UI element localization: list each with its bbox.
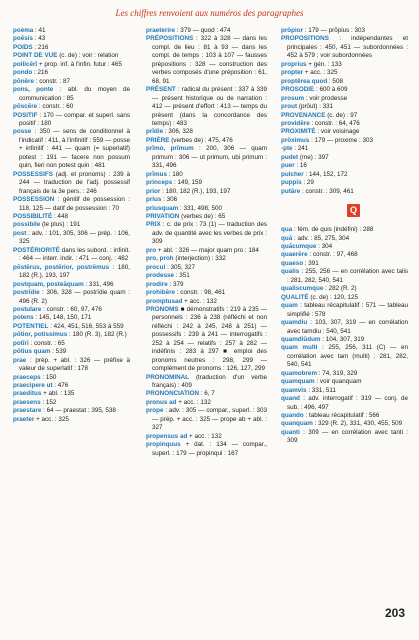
index-entry: [281, 154, 408, 162]
index-headword: quamvis: [281, 386, 307, 394]
index-headword: QUALITÉ: [281, 293, 309, 301]
index-references: : 331, 511: [308, 386, 336, 394]
index-references: : 304: [318, 242, 333, 250]
index-entry: [13, 86, 130, 103]
index-headword: quando: [281, 412, 304, 420]
index-entry: [146, 433, 267, 441]
index-entry: [281, 412, 408, 420]
index-references: + dat. : 134 — compar., superl. : 179 — propinqui : 167: [152, 441, 267, 457]
index-entry: [146, 272, 267, 280]
index-references: : 309 — en corrélation avec tanti : 309: [287, 428, 409, 445]
index-entry: [146, 213, 267, 221]
index-headword: postquam, posteăquam: [13, 280, 84, 288]
index-entry: [13, 314, 130, 322]
index-references: : 180 (R. 3), 182 (R.): [68, 331, 127, 339]
index-headword: praeter: [13, 415, 35, 423]
index-entry: [13, 390, 130, 398]
index-headword: quam: [281, 302, 298, 310]
index-entry: [13, 103, 130, 111]
index-entry: [146, 86, 267, 128]
index-references: (verbes de) : 475, 476: [171, 136, 233, 144]
index-headword: prius: [146, 196, 162, 204]
index-references: : 179 — proxime : 303: [311, 136, 374, 144]
index-entry: [13, 382, 130, 390]
index-entry: [146, 407, 267, 432]
index-entry: [13, 69, 130, 77]
index-references: : prép. + abl. : 326 — préfixe à valeur de superlatif : 178: [19, 356, 131, 373]
index-headword: qualiscumque: [281, 285, 324, 293]
index-references: : 448: [53, 212, 68, 220]
index-entry: [13, 171, 130, 196]
index-references: + prop. inf. à l'infin. futur : 465: [38, 60, 122, 68]
index-references: : 508: [328, 77, 343, 85]
index-entry: [281, 145, 408, 153]
index-references: + acc. : 325: [36, 415, 69, 423]
index-headword: prior: [146, 187, 161, 195]
index-references: : adv. interrogatif : 319 — conj. de sub. : 496, 497: [287, 395, 408, 411]
index-references: + abl. : 326 — major quam pro : 184: [157, 246, 259, 254]
index-headword: -pte: [281, 145, 293, 153]
index-headword: pōnēre: [13, 77, 34, 85]
index-headword: postrīdie: [13, 289, 40, 297]
index-headword: PRONOMINAL: [146, 373, 190, 381]
index-references: : 152: [42, 398, 57, 406]
index-references: ■ démonstratifs : 219 à 235 — personnels : 236 à 238 (réfléchi et non réfléchi : 242 à 245, 248 à 251) — possessifs : 239 à 241 — interrogatifs : 252 à 254 — relatifs : 257 à 282 — indéfinis : 283 à 297 ■ emploi des pronoms neutres : 298, 299 — complément de pronoms : 126, 127, 299: [152, 305, 267, 373]
index-headword: pons, ponte: [13, 86, 54, 94]
index-headword: princeps: [146, 179, 173, 187]
index-entry: [146, 188, 267, 196]
index-entry: [146, 196, 267, 204]
index-entry: [13, 78, 130, 86]
index-references: : 379 — quod : 474: [176, 27, 231, 34]
index-entry: [146, 306, 267, 374]
index-headword: quā: [281, 234, 293, 242]
index-entry: [281, 420, 408, 428]
index-entry: [281, 302, 408, 319]
index-headword: quaeso: [281, 259, 304, 267]
index-headword: pŏstĕrus, postĕrior, postrēmus: [13, 263, 110, 271]
index-headword: POSITIF: [13, 111, 38, 119]
index-references: : 379: [169, 280, 184, 288]
index-references: (me) : 397: [299, 153, 329, 161]
index-references: : adv. : 101, 305, 306 — prép. : 106, 325: [19, 229, 131, 246]
index-references: : 104, 307, 319: [322, 335, 365, 343]
index-entry: [13, 196, 130, 213]
index-references: + abl. : 135: [43, 390, 75, 398]
index-references: : fém. de quis (indéfini) : 288: [293, 226, 374, 234]
index-entry: [281, 35, 408, 60]
index-headword: quācumque: [281, 242, 317, 250]
index-entry: [281, 395, 408, 412]
index-references: : génitif de possession : 118, 125 — datif de possession : 70: [19, 196, 131, 212]
index-headword: qua: [281, 226, 293, 234]
section-letter-marker: Q: [347, 204, 360, 217]
index-references: (verbes de) : 65: [181, 212, 226, 220]
index-entry: [146, 281, 267, 289]
index-headword: PRIVATION: [146, 212, 180, 220]
index-entry: [281, 251, 408, 259]
index-references: : 74, 319, 329: [318, 369, 358, 377]
index-references: : adv. : 305 — compar., superl. : 303 — prép. + acc. : 325 — prope ab + abl. : 327: [152, 407, 267, 432]
index-references: + acc. : 132: [189, 432, 222, 440]
index-headword: pulcher: [281, 170, 304, 178]
index-headword: PRIÈRE: [146, 136, 170, 144]
index-references: : 41: [35, 27, 46, 34]
index-headword: pōscēre: [13, 103, 38, 111]
index-headword: POTENTIEL: [13, 322, 49, 330]
index-entry: [13, 213, 130, 221]
index-entry: [13, 407, 130, 415]
index-references: : 282 (R. 2): [325, 285, 357, 293]
index-headword: prodire: [146, 280, 168, 288]
index-references: (adj. et pronoms) : 239 à 244 — traduction de l'adj. possessif français de la 3e pers. : 246: [19, 170, 130, 195]
index-entry: [13, 112, 130, 129]
index-headword: qualis: [281, 268, 300, 276]
index-headword: proptěrea quod: [281, 77, 328, 85]
index-entry: [13, 374, 130, 382]
index-references: : abl. du moyen de communication : 85: [19, 86, 130, 102]
index-references: : 216: [33, 69, 48, 77]
index-headword: prŏximus: [281, 136, 310, 144]
index-entry: [281, 95, 408, 103]
index-headword: prŏpior: [281, 27, 304, 34]
index-entry: [281, 86, 408, 94]
index-entry: [146, 374, 267, 391]
index-entry: [13, 416, 130, 424]
index-references: : radical du présent : 337 à 339 — présent historique ou de narration : 412 — présent d'effort : 413 — temps du présent (dans la concordance des temps) : 483: [152, 86, 267, 127]
index-references: + acc. : 132: [178, 398, 211, 406]
index-references: : 322 à 328 — dans les compl. de lieu : 81 à 93 — dans les compl. de temps : 103 à 107 — fausses prépositions : 328 — construction des verbes composés d'une préposition : 61, 68, 91: [152, 35, 268, 85]
index-entry: [281, 103, 408, 111]
index-headword: post: [13, 229, 27, 237]
index-headword: praeditus: [13, 390, 42, 398]
index-references: : 539: [52, 348, 67, 356]
index-headword: PRÉSENT: [146, 86, 176, 94]
index-headword: pronus ad: [146, 398, 177, 406]
index-references: (c. de) : 120, 125: [310, 293, 358, 301]
index-references: : 424, 451, 516, 553 à 559: [50, 322, 124, 330]
index-references: (prōut) : 331: [298, 103, 334, 111]
index-headword: prohibēre: [146, 289, 176, 297]
index-references: : 150: [42, 373, 57, 381]
index-entry: [146, 441, 267, 458]
index-references: + acc. : 132: [184, 297, 217, 305]
index-entry: [146, 255, 267, 263]
index-references: : tableau récapitulatif : 566: [305, 412, 380, 420]
index-headword: quanquam: [281, 420, 313, 428]
index-headword: POSSESSIFS: [13, 170, 53, 178]
index-headword: pŏtior, potissimus: [13, 331, 68, 339]
index-references: : 180, 182 (R.), 193, 197: [19, 263, 130, 280]
index-entry: [281, 226, 408, 234]
index-references: : 391: [304, 259, 319, 267]
index-references: : 145, 148, 150, 171: [35, 314, 92, 322]
index-entry: [146, 289, 267, 297]
index-references: : 255, 256 — en corrélation avec talis : 281, 282, 540, 541: [287, 268, 408, 284]
index-entry: [281, 370, 408, 378]
index-headword: quaerēre: [281, 251, 308, 259]
index-entry: [281, 235, 408, 243]
index-references: (le plus) : 191: [42, 221, 81, 229]
index-entry: [13, 340, 130, 348]
index-column-1: [13, 27, 130, 424]
index-headword: potens: [13, 314, 34, 322]
index-references: : 331, 496: [85, 280, 114, 288]
index-references: dans les subord. : infinit. : 464 — interr. indir. : 471 — conj. : 482: [19, 246, 131, 263]
index-references: : 255, 256, 311 (C) — en corrélation avec tam (multi) : 281, 282, 540, 541: [287, 344, 408, 369]
index-entry: [281, 61, 408, 69]
index-references: : adv. : 85, 275, 304: [293, 234, 350, 242]
index-headword: propinquus: [146, 441, 181, 449]
index-references: : constr. : 64, 476: [311, 119, 360, 127]
index-references: : 16: [296, 162, 307, 170]
index-entry: [13, 230, 130, 247]
index-headword: quam multi: [281, 344, 318, 352]
index-headword: pollicērī: [13, 60, 38, 68]
index-references: : 306: [163, 196, 178, 204]
index-references: : constr. : 60: [38, 103, 74, 111]
index-entry: [146, 264, 267, 272]
index-entry: [281, 179, 408, 187]
index-references: : 144, 152, 172: [305, 170, 348, 178]
index-headword: prosum: [281, 94, 305, 102]
index-headword: POINT DE VUE: [13, 52, 58, 60]
index-headword: PRONONCIATION: [146, 390, 200, 398]
index-entry: [281, 344, 408, 369]
index-entry: [146, 390, 267, 398]
index-headword: poèma: [13, 27, 34, 34]
index-references: : 350 — sens de conditionnel à l'indicatif : 411, à l'infinitif : 559 — posse + infinitif : 441 — quam (= superlatif) potest : 191 — facere non possum quin, fieri non potest quin : 481: [19, 128, 131, 170]
index-entry: [146, 205, 267, 213]
index-entry: [281, 387, 408, 395]
page-number: 203: [384, 606, 405, 620]
index-headword: promptusad: [146, 297, 183, 305]
index-references: : constr. : 309, 461: [302, 187, 354, 195]
index-references: : 331, 498, 500: [179, 204, 222, 212]
index-headword: POSSIBILITÉ: [13, 212, 53, 220]
index-references: : 306, 328 — postrīdie quam : 496 (R. 2): [19, 289, 130, 305]
index-entry: [281, 137, 408, 145]
index-entry: [13, 306, 130, 314]
index-entry: [281, 336, 408, 344]
index-entry: [146, 221, 267, 246]
index-headword: POSTÉRIORITÉ: [13, 246, 60, 254]
index-entry: [13, 44, 130, 52]
index-entry: [13, 357, 130, 374]
index-entry: [281, 268, 408, 285]
index-headword: providēre: [281, 119, 310, 127]
index-references: : 200, 306 — quam primum : 306 — ut primum, ubi primum : 331, 496: [152, 145, 268, 170]
index-entry: [146, 179, 267, 187]
index-headword: quamdiūdum: [281, 335, 321, 343]
index-headword: prīdie: [146, 128, 164, 136]
index-references: + gén. : 133: [308, 60, 342, 68]
index-references: : c. de prix : 73 (1) — traduction des adv. de quantité avec les verbes de prix : 309: [152, 221, 267, 246]
index-headword: propensus ad: [146, 432, 188, 440]
index-headword: quamobrem: [281, 369, 318, 377]
index-references: : constr. : 65: [30, 339, 65, 347]
index-headword: PRIX: [146, 221, 161, 229]
index-entry: [281, 78, 408, 86]
index-references: : constr. : 87: [35, 77, 71, 85]
index-entry: [13, 128, 130, 170]
index-headword: pondo: [13, 69, 33, 77]
index-references: : constr. : 98, 461: [176, 289, 226, 297]
index-entry: [13, 399, 130, 407]
index-headword: propter: [281, 69, 304, 77]
index-headword: potīrī: [13, 339, 29, 347]
index-references: : 103, 307, 319 — en corrélation avec tamdiu : 540, 541: [287, 319, 409, 335]
index-entry: [13, 348, 130, 356]
index-references: : 306, 328: [164, 128, 193, 136]
index-headword: puer: [281, 162, 295, 170]
index-entry: [281, 128, 408, 136]
index-references: : 600 à 609: [316, 86, 348, 94]
index-headword: prope: [146, 407, 164, 415]
index-entry: [281, 27, 408, 35]
index-headword: quand: [281, 395, 300, 403]
index-entry: [281, 112, 408, 120]
index-references: : voir voisinage: [317, 128, 360, 136]
index-references: : 180, 182 (R.), 193, 197: [162, 187, 231, 195]
index-headword: postulare: [13, 305, 42, 313]
index-references: + acc. : 325: [304, 69, 338, 77]
index-headword: priusquam: [146, 204, 179, 212]
index-references: : 64 — praestat : 395, 538: [43, 407, 116, 415]
index-headword: PRÉPOSITIONS: [146, 35, 194, 43]
index-headword: quamquam: [281, 378, 315, 386]
index-headword: pŏtius quam: [13, 348, 51, 356]
index-entry: [13, 52, 130, 60]
index-entry: [13, 221, 130, 229]
index-headword: praeceps: [13, 373, 41, 381]
index-headword: prodesse: [146, 272, 174, 280]
index-entry: [281, 429, 408, 446]
index-entry: [281, 378, 408, 386]
index-references: : 476: [54, 382, 69, 390]
index-headword: posse: [13, 128, 32, 136]
index-entry: [281, 69, 408, 77]
index-entry: [281, 294, 408, 302]
index-references: : 179 — prŏpius : 303: [304, 27, 366, 34]
index-headword: praecipere ut: [13, 382, 53, 390]
index-headword: PRONOMS: [146, 305, 179, 313]
index-references: : constr. : 60, 97, 476: [43, 305, 102, 313]
index-entry: [13, 289, 130, 306]
index-references: (interjection) : 332: [175, 255, 226, 263]
index-headword: pro: [146, 246, 157, 254]
page-header: Les chiffres renvoient aux numéros des paragraphes: [115, 8, 304, 18]
index-entry: [281, 243, 408, 251]
index-references: (traduction d'un verbe français) : 409: [152, 373, 267, 390]
index-references: : 180: [168, 170, 183, 178]
index-entry: [146, 399, 267, 407]
index-references: : 6, 7: [200, 390, 215, 398]
index-headword: putāre: [281, 187, 301, 195]
index-entry: [281, 188, 408, 196]
index-entry: [146, 247, 267, 255]
index-headword: possibile: [13, 221, 41, 229]
index-headword: POIDS: [13, 43, 33, 51]
index-headword: praeterire: [146, 27, 176, 34]
index-entry: [13, 331, 130, 339]
index-column-2: [146, 27, 267, 458]
index-references: : indépendantes et principales : 450, 451 — subordonnées : 452 à 579 ; voir subordonnées: [287, 35, 408, 60]
index-headword: prout: [281, 103, 298, 111]
index-entry: [146, 35, 267, 86]
index-entry: [13, 61, 130, 69]
index-references: (c. de) : 97: [327, 111, 358, 119]
index-column-3: [281, 27, 408, 446]
index-entry: [281, 260, 408, 268]
index-references: : 216: [34, 43, 49, 51]
index-entry: [146, 145, 267, 170]
index-entry: [13, 35, 130, 43]
index-headword: praesens: [13, 398, 41, 406]
index-headword: puppis: [281, 179, 302, 187]
index-entry: [13, 323, 130, 331]
index-references: : voir quanquam: [316, 378, 362, 386]
index-entry: [281, 171, 408, 179]
index-entry: [281, 162, 408, 170]
index-headword: PROVENANCE: [281, 111, 326, 119]
index-entry: [146, 128, 267, 136]
index-headword: prīmo, prīmum: [146, 145, 194, 153]
index-references: : constr. : 97, 468: [309, 251, 358, 259]
index-headword: pudet: [281, 153, 299, 161]
index-references: : 351: [175, 272, 190, 280]
index-entry: [13, 281, 130, 289]
index-headword: procul: [146, 263, 166, 271]
index-references: : voir prodesse: [305, 94, 348, 102]
index-references: (c. de) : voir : relation: [59, 52, 119, 60]
index-entry: [13, 247, 130, 264]
index-headword: POSSESSION: [13, 196, 55, 204]
index-entry: [13, 27, 130, 35]
index-headword: PROPOSITIONS: [281, 35, 329, 43]
index-headword: poēsis: [13, 35, 33, 43]
index-references: : 149, 159: [174, 179, 203, 187]
index-headword: quanti: [281, 428, 300, 436]
index-headword: pro, proh: [146, 255, 174, 263]
index-entry: [146, 137, 267, 145]
index-headword: proprius: [281, 60, 307, 68]
index-references: : 241: [294, 145, 309, 153]
index-headword: prīmus: [146, 170, 167, 178]
index-entry: [146, 171, 267, 179]
index-references: : 43: [34, 35, 46, 43]
index-entry: [146, 298, 267, 306]
index-entry: [281, 285, 408, 293]
index-headword: PROXIMITÉ: [281, 128, 316, 136]
index-references: : 305, 327: [167, 263, 196, 271]
index-entry: [13, 264, 130, 281]
index-headword: quamdiu: [281, 319, 308, 327]
index-headword: prae: [13, 356, 27, 364]
index-entry: [281, 319, 408, 336]
index-headword: PROSODIE: [281, 86, 315, 94]
index-references: : 29: [303, 179, 314, 187]
index-references: : 329 (R. 2), 331, 430, 455, 509: [314, 420, 403, 428]
index-headword: praestare: [13, 407, 42, 415]
index-references: : tableau récapitulatif : 571 — tableau simplifié : 578: [287, 302, 408, 318]
index-references: : 170 — compar. et superl. sans positif : 180: [19, 111, 130, 127]
